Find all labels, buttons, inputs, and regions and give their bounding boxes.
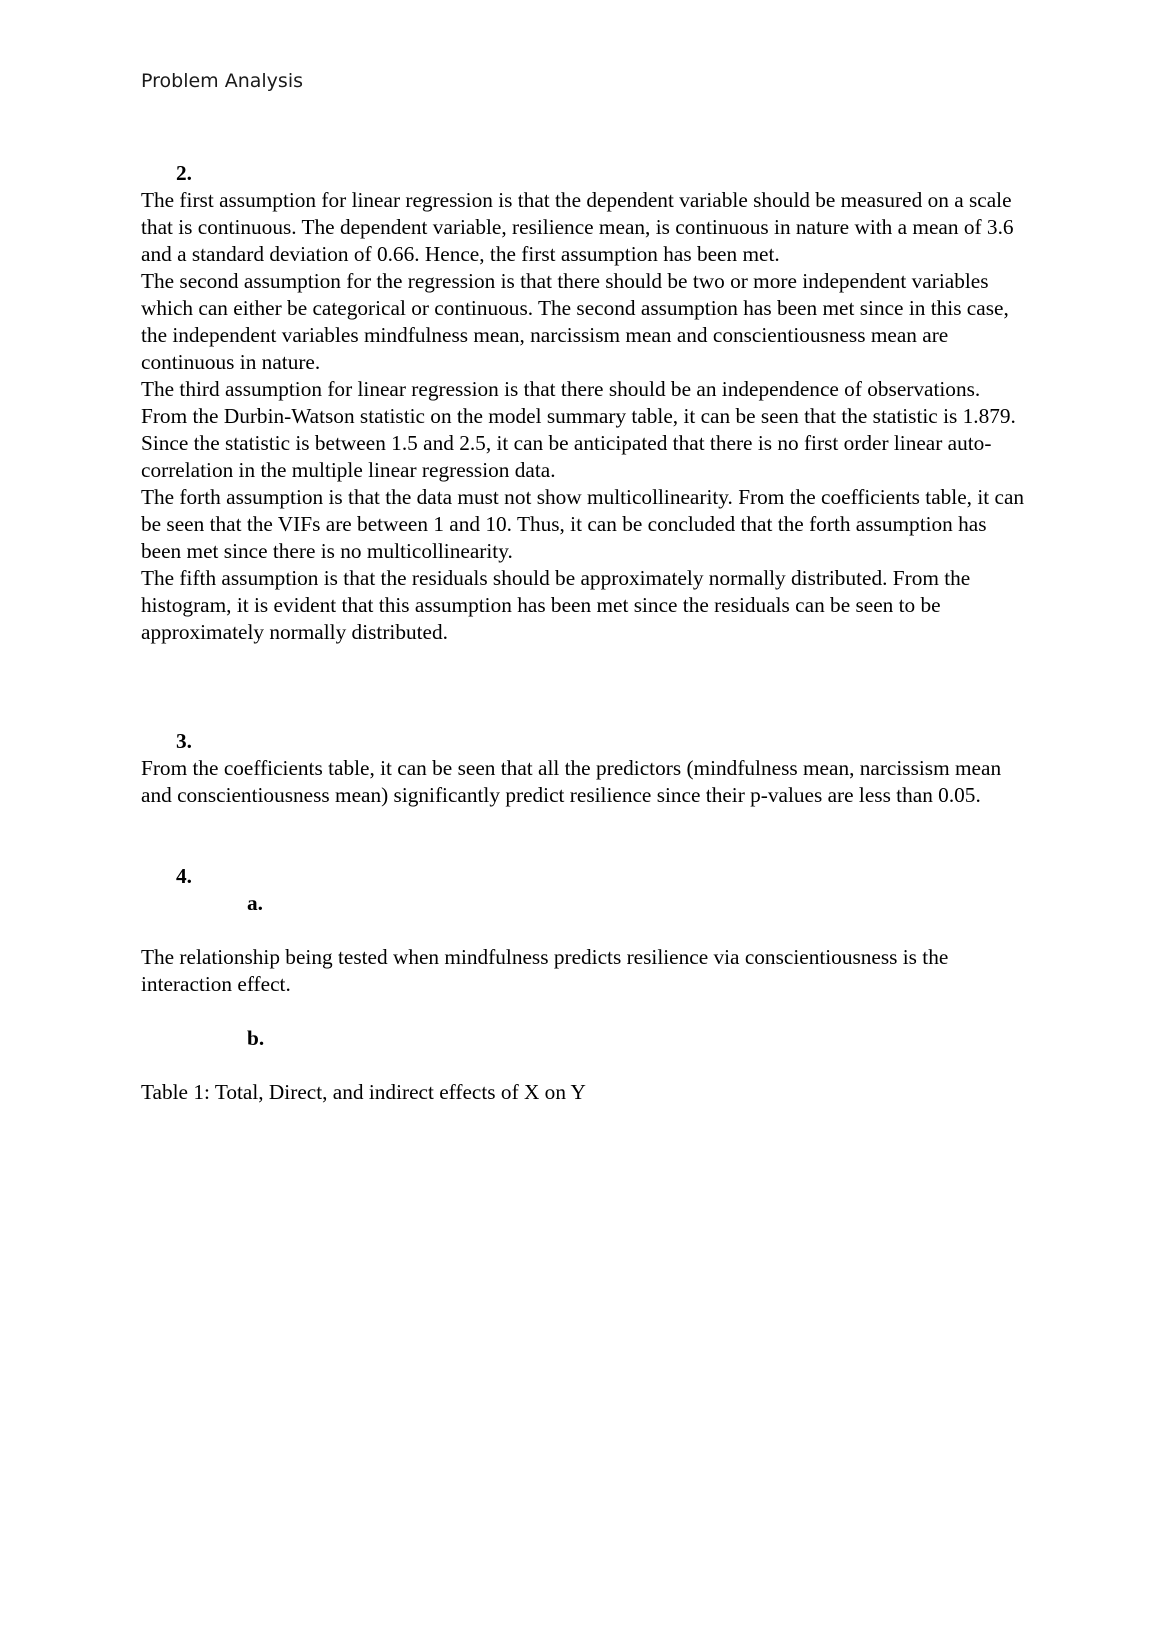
caption-text: Table 1: Total, Direct, and indirect effects of X on Y <box>141 1080 586 1104</box>
paragraph: The second assumption for the regression is that there should be two or more independent variables which can either be categorical or continuous. The second assumption has been met since in this case, the independent variables mindfulness mean, narcissism mean and conscientiousness mean are continuous in nature. <box>141 269 1009 374</box>
paragraph: From the coefficients table, it can be seen that all the predictors (mindfulness mean, narcissism mean and conscientiousness mean) significantly predict resilience since their p-values are less than 0.05. <box>141 756 1002 807</box>
section-2 <box>141 160 1026 646</box>
page-header: Problem Analysis <box>141 70 304 92</box>
section-4 <box>141 863 1026 917</box>
paragraph: The first assumption for linear regression is that the dependent variable should be measured on a scale that is continuous. The dependent variable, resilience mean, is continuous in nature with a mean of 3.6 and a standard deviation of 0.66. Hence, the first assumption has been met. <box>141 188 1014 266</box>
section-number: 2. <box>176 161 192 185</box>
section-3 <box>141 728 1026 809</box>
paragraph: The fifth assumption is that the residuals should be approximately normally distributed. From the histogram, it is evident that this assumption has been met since the residuals can be seen to be approximately normally distributed. <box>141 566 971 644</box>
paragraph: The third assumption for linear regression is that there should be an independence of observations. From the Durbin-Watson statistic on the model summary table, it can be seen that the statistic is 1.879. Since the statistic is between 1.5 and 2.5, it can be anticipated that there is no first order linear auto-correlation in the multiple linear regression data. <box>141 377 1016 482</box>
section-4b <box>141 1025 1026 1052</box>
section-number: 4. <box>176 864 192 888</box>
paragraph: The relationship being tested when mindfulness predicts resilience via conscientiousness is the interaction effect. <box>141 945 949 996</box>
paragraph: The forth assumption is that the data must not show multicollinearity. From the coefficients table, it can be seen that the VIFs are between 1 and 10. Thus, it can be concluded that the forth assumption has been met since there is no multicollinearity. <box>141 485 1025 563</box>
section-number: 3. <box>176 729 192 753</box>
table-caption <box>141 1079 1026 1106</box>
subsection-label: b. <box>247 1026 265 1050</box>
section-4a-text <box>141 944 1026 998</box>
subsection-label: a. <box>247 891 263 915</box>
